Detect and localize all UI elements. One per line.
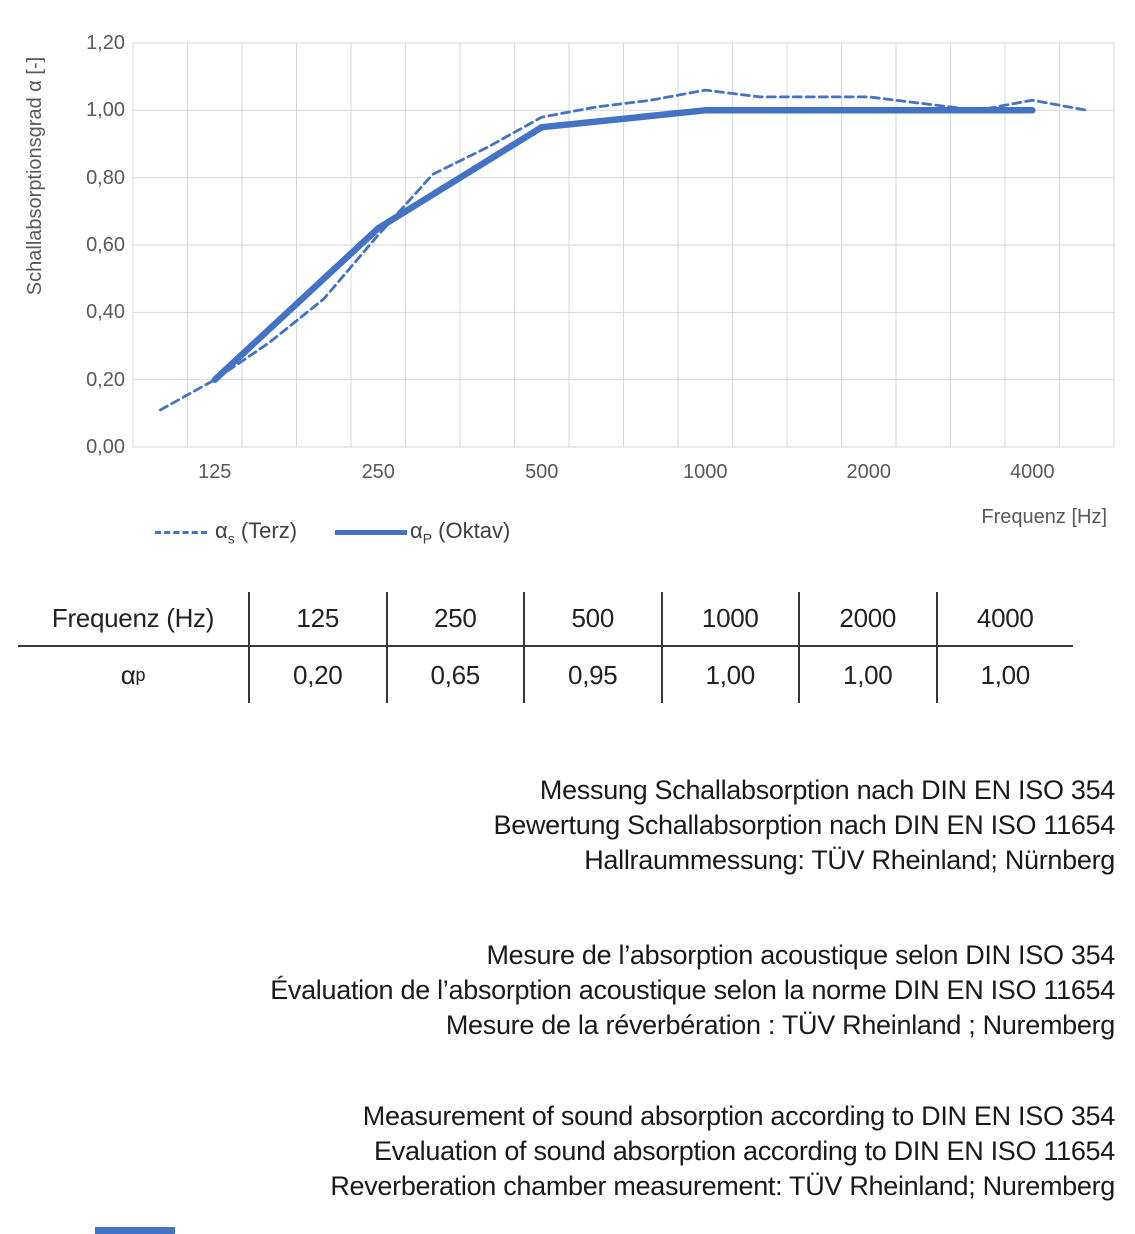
note-line: Hallraummessung: TÜV Rheinland; Nürnberg (584, 845, 1115, 875)
x-tick-label: 125 (198, 461, 232, 483)
y-tick-label: 0,40 (86, 301, 125, 324)
table-value-row (18, 647, 1073, 703)
note-line: Messung Schallabsorption nach DIN EN ISO 354 (539, 775, 1115, 805)
table-header-cell: 250 (386, 592, 524, 647)
note-line: Mesure de l’absorption acoustique selon DIN ISO 354 (486, 940, 1115, 970)
note-line: Evaluation of sound absorption according to DIN EN ISO 11654 (374, 1136, 1115, 1166)
x-tick-label: 500 (525, 461, 559, 483)
y-tick-label: 0,60 (86, 234, 125, 256)
table-header-cell: Frequenz (Hz) (18, 592, 248, 647)
x-tick-label: 2000 (846, 461, 891, 483)
dashed-line-swatch-icon (155, 531, 207, 534)
note-line: Mesure de la réverbération : TÜV Rheinland ; Nuremberg (445, 1010, 1115, 1040)
y-tick-label: 1,20 (86, 32, 125, 54)
legend-label-terz: $\alpha_s$ (Terz) (215, 518, 298, 547)
table-value-cell: 1,00 (798, 647, 936, 703)
x-tick-label: 1000 (683, 461, 728, 483)
table-header-cell: 125 (248, 592, 386, 647)
note-line: Reverberation chamber measurement: TÜV Rheinland; Nuremberg (330, 1171, 1115, 1201)
note-block-english (15, 1099, 1115, 1204)
table-header-row (18, 592, 1073, 647)
table-value-cell: 0,95 (523, 647, 661, 703)
x-tick-label: 4000 (1010, 461, 1055, 483)
legend-item-terz (155, 518, 297, 546)
y-tick-label: 0,20 (86, 368, 125, 391)
table-header-cell: 1000 (661, 592, 799, 647)
table-row-label-alpha-p: α p (120, 659, 146, 690)
note-line: Évaluation de l’absorption acoustique selon la norme DIN EN ISO 11654 (270, 975, 1115, 1005)
table-header-cell: 4000 (936, 592, 1074, 647)
y-tick-label: 1,00 (86, 99, 125, 122)
y-axis-title: Schallabsorptionsgrad α [-] (24, 56, 46, 296)
y-tick-label: 0,00 (86, 436, 125, 458)
legend-item-oktav (335, 518, 510, 546)
note-line: Bewertung Schallabsorption nach DIN EN ISO 11654 (493, 810, 1115, 840)
note-block-german (15, 773, 1115, 878)
legend-label-oktav: $\alpha_P$ (Oktav) (410, 518, 511, 547)
table-value-cell: 1,00 (936, 647, 1074, 703)
table-value-cell: 0,20 (248, 647, 386, 703)
y-tick-label: 0,80 (86, 166, 125, 189)
table-value-cell: 1,00 (661, 647, 799, 703)
x-tick-label: 250 (361, 461, 395, 483)
absorption-values-table (18, 592, 1073, 703)
footer-accent-bar (95, 1227, 175, 1234)
x-axis-title: Frequenz [Hz] (981, 506, 1107, 528)
solid-line-swatch-icon (335, 530, 407, 535)
table-header-cell: 500 (523, 592, 661, 647)
note-block-french (15, 938, 1115, 1043)
table-header-cell: 2000 (798, 592, 936, 647)
note-line: Measurement of sound absorption according to DIN EN ISO 354 (362, 1101, 1115, 1131)
table-value-cell: 0,65 (386, 647, 524, 703)
